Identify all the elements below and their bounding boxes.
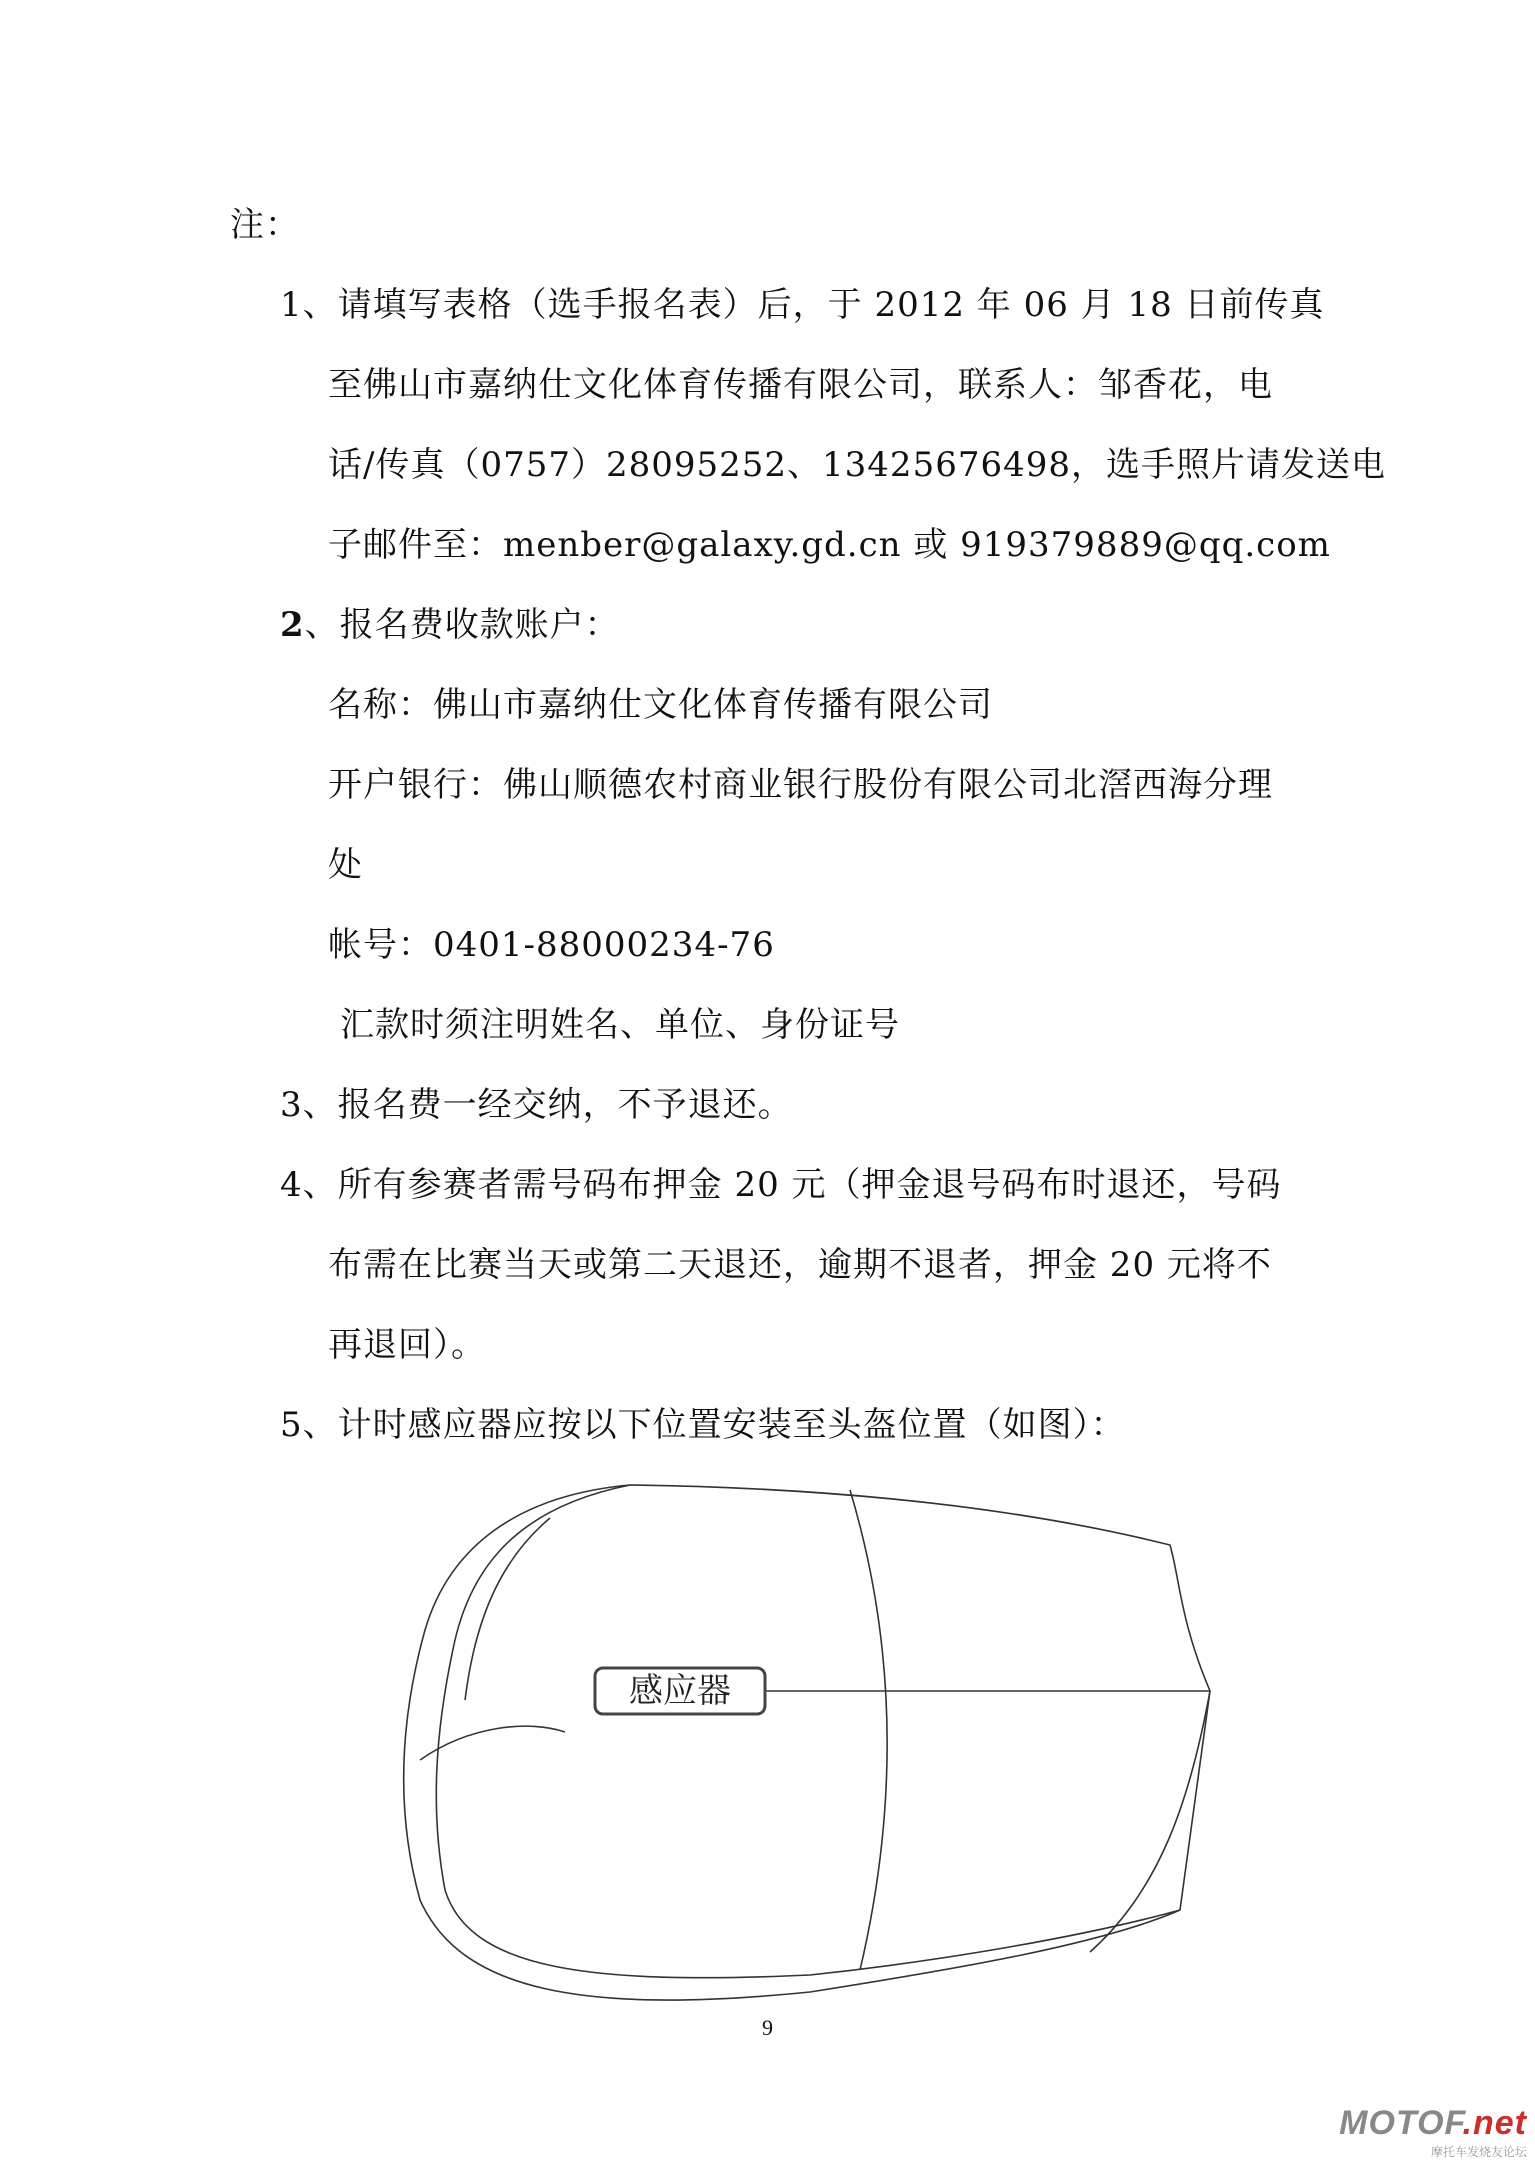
item-1-line-4: 子邮件至：menber@galaxy.gd.cn 或 919379889@qq.com: [328, 525, 1331, 565]
sensor-label: 感应器: [629, 1671, 731, 1711]
helmet-center-seam: [850, 1490, 887, 1970]
watermark: [1339, 2104, 1527, 2160]
watermark-subtitle: 摩托车发烧友论坛: [1430, 2145, 1527, 2159]
account-bank-cont: 处: [328, 845, 363, 885]
item-2-heading: [280, 605, 620, 645]
helmet-diagram: [390, 1470, 1270, 2010]
item-4-line-3: 再退回）。: [328, 1325, 486, 1365]
remittance-note: 汇款时须注明姓名、单位、身份证号: [340, 1005, 900, 1045]
item-1-line-3: 话/传真（0757）28095252、13425676498，选手照片请发送电: [328, 445, 1386, 485]
item-5: 5、计时感应器应按以下位置安装至头盔位置（如图）：: [280, 1405, 1126, 1445]
item-1-line-1: 1、请填写表格（选手报名表）后，于 2012 年 06 月 18 日前传真: [280, 285, 1325, 325]
item-4-line-2: 布需在比赛当天或第二天退还，逾期不退者，押金 20 元将不: [328, 1245, 1272, 1285]
item-3: 3、报名费一经交纳，不予退还。: [280, 1085, 793, 1125]
item-2-number: 2: [280, 605, 305, 645]
account-name: 名称：佛山市嘉纳仕文化体育传播有限公司: [328, 685, 993, 725]
account-number: 帐号：0401-88000234-76: [328, 925, 775, 965]
account-bank: 开户银行：佛山顺德农村商业银行股份有限公司北滘西海分理: [328, 765, 1273, 805]
helmet-visor-edge: [465, 1518, 550, 1700]
note-label: 注：: [230, 205, 300, 245]
item-4-line-1: 4、所有参赛者需号码布押金 20 元（押金退号码布时退还，号码: [280, 1165, 1282, 1205]
watermark-logo: MOTOF.net: [1339, 2104, 1527, 2142]
sensor-callout: [595, 1668, 765, 1714]
item-1-line-2: 至佛山市嘉纳仕文化体育传播有限公司，联系人：邹香花，电: [328, 365, 1273, 405]
helmet-chin-line: [420, 1726, 565, 1760]
page-number: 9: [762, 2015, 773, 2040]
helmet-outer-shell: [404, 1485, 1210, 2000]
item-2-title: 、报名费收款账户：: [304, 605, 620, 645]
helmet-inner-shell: [436, 1485, 1180, 1978]
